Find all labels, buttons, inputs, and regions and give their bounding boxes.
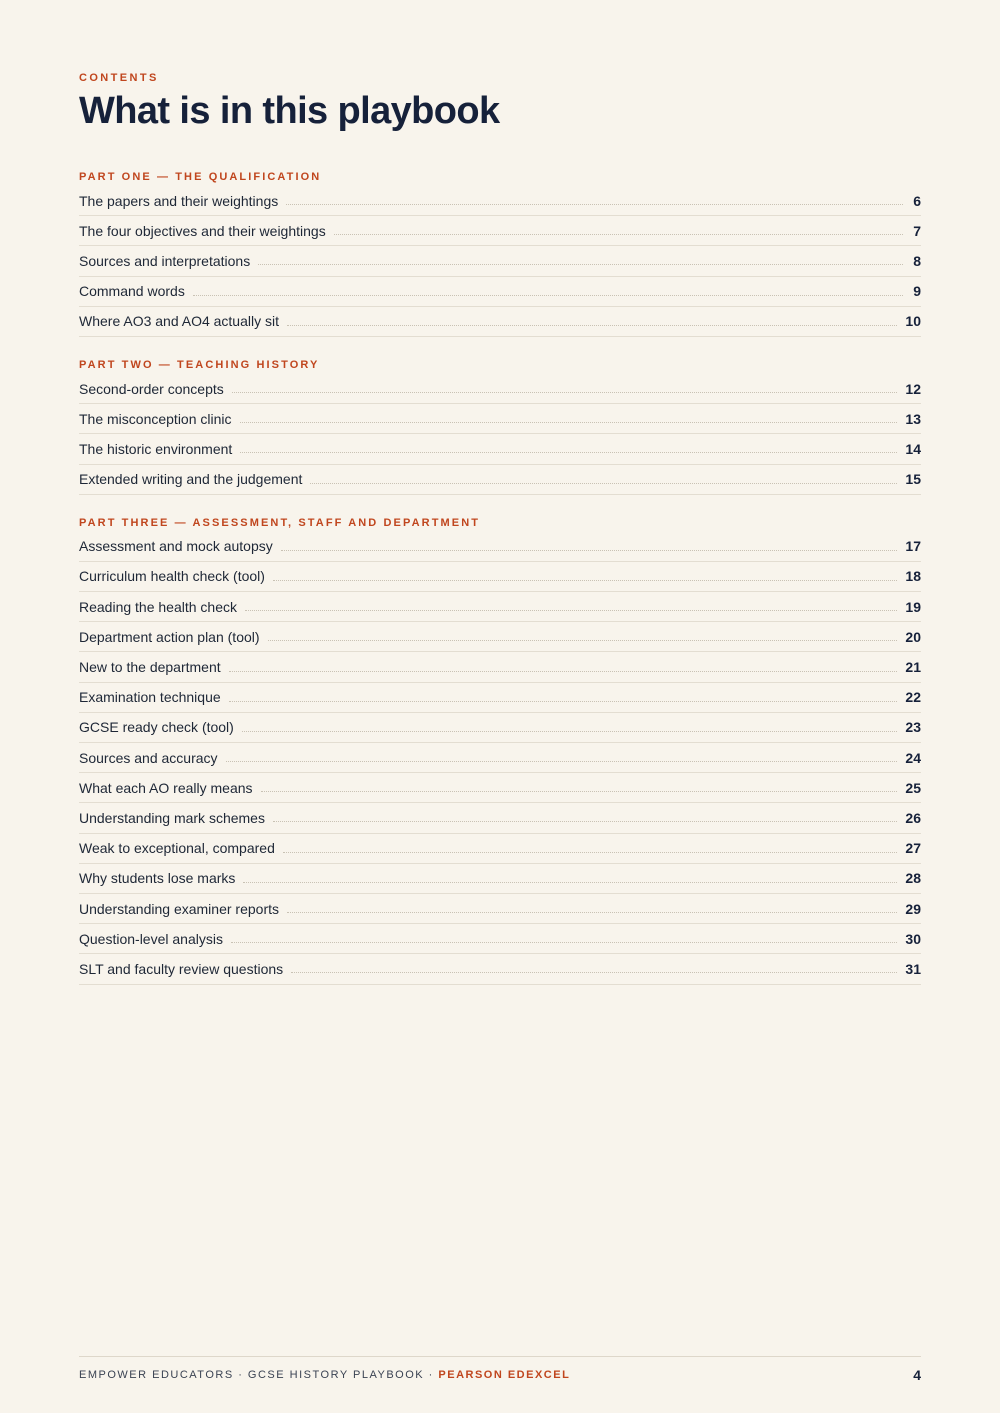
toc-entry-page-number: 28 [905, 870, 921, 887]
dot-leader [287, 912, 897, 913]
toc-entry-title: Extended writing and the judgement [79, 471, 303, 488]
toc-entry[interactable] [79, 652, 921, 682]
dot-leader [245, 610, 897, 611]
toc-entry[interactable] [79, 894, 921, 924]
page-footer [79, 1356, 921, 1383]
dot-leader [287, 325, 897, 326]
toc-entry[interactable] [79, 246, 921, 276]
toc-entry[interactable] [79, 743, 921, 773]
toc-entry-title: Sources and interpretations [79, 252, 251, 269]
toc-entry-page-number: 24 [905, 749, 921, 766]
toc-entry[interactable] [79, 834, 921, 864]
toc-entry-page-number: 20 [905, 628, 921, 645]
dot-leader [240, 452, 897, 453]
toc-entry[interactable] [79, 465, 921, 495]
toc-entry-title: Command words [79, 283, 185, 300]
toc-entry-title: The papers and their weightings [79, 192, 279, 209]
dot-leader [240, 422, 898, 423]
table-of-contents [79, 169, 921, 1005]
dot-leader [193, 295, 903, 296]
toc-entry[interactable] [79, 713, 921, 743]
dot-leader [229, 701, 898, 702]
dot-leader [310, 483, 897, 484]
contents-page [79, 0, 921, 1413]
dot-leader [268, 640, 898, 641]
toc-entry-page-number: 14 [905, 440, 921, 457]
toc-entry[interactable] [79, 216, 921, 246]
toc-entry-page-number: 6 [913, 192, 921, 209]
dot-leader [258, 264, 903, 265]
toc-entry-page-number: 7 [913, 222, 921, 239]
toc-entry-title: Understanding examiner reports [79, 900, 279, 917]
toc-entry-page-number: 31 [905, 960, 921, 977]
toc-entry-title: Question-level analysis [79, 930, 223, 947]
toc-entry[interactable] [79, 434, 921, 464]
dot-leader [231, 942, 897, 943]
toc-entry-title: Sources and accuracy [79, 749, 218, 766]
toc-part-section [79, 169, 921, 337]
toc-entry[interactable] [79, 864, 921, 894]
toc-entry[interactable] [79, 803, 921, 833]
toc-entry[interactable] [79, 404, 921, 434]
toc-entry-title: New to the department [79, 659, 221, 676]
toc-entry[interactable] [79, 683, 921, 713]
part-heading: PART TWO — TEACHING HISTORY [79, 358, 320, 371]
toc-entry-page-number: 12 [905, 380, 921, 397]
toc-entry-page-number: 9 [913, 283, 921, 300]
toc-entry[interactable] [79, 592, 921, 622]
dot-leader [226, 761, 898, 762]
page-title: What is in this playbook [79, 90, 500, 132]
toc-entry-page-number: 10 [905, 313, 921, 330]
toc-entry-page-number: 8 [913, 252, 921, 269]
footer-page-number: 4 [913, 1367, 921, 1383]
dot-leader [261, 791, 898, 792]
toc-entry-title: What each AO really means [79, 779, 253, 796]
footer-series-text: EMPOWER EDUCATORS · GCSE HISTORY PLAYBOOK · [79, 1369, 439, 1381]
toc-entry-page-number: 22 [905, 689, 921, 706]
toc-entry-title: Curriculum health check (tool) [79, 568, 265, 585]
toc-entry[interactable] [79, 954, 921, 984]
toc-entry-title: The four objectives and their weightings [79, 222, 326, 239]
toc-part-section [79, 515, 921, 985]
toc-entry-page-number: 19 [905, 598, 921, 615]
toc-entry-page-number: 15 [905, 471, 921, 488]
toc-entry[interactable] [79, 924, 921, 954]
dot-leader [283, 852, 898, 853]
toc-entry-title: The misconception clinic [79, 410, 232, 427]
toc-entry-title: Department action plan (tool) [79, 628, 260, 645]
toc-entry[interactable] [79, 562, 921, 592]
dot-leader [291, 972, 897, 973]
toc-entry-title: Second-order concepts [79, 380, 224, 397]
toc-entry-page-number: 13 [905, 410, 921, 427]
dot-leader [286, 204, 903, 205]
contents-eyebrow: CONTENTS [79, 72, 159, 84]
dot-leader [273, 580, 897, 581]
dot-leader [273, 821, 897, 822]
toc-entry-title: Weak to exceptional, compared [79, 840, 275, 857]
toc-entry-title: SLT and faculty review questions [79, 960, 284, 977]
toc-entry-page-number: 27 [905, 840, 921, 857]
toc-entry[interactable] [79, 307, 921, 337]
toc-entry-title: Assessment and mock autopsy [79, 538, 273, 555]
toc-entry[interactable] [79, 622, 921, 652]
dot-leader [232, 392, 898, 393]
footer-board-text: PEARSON EDEXCEL [438, 1369, 571, 1381]
toc-entry[interactable] [79, 374, 921, 404]
toc-entry-page-number: 17 [905, 538, 921, 555]
dot-leader [242, 731, 898, 732]
toc-entry[interactable] [79, 773, 921, 803]
toc-entry-title: Understanding mark schemes [79, 809, 265, 826]
toc-entry-page-number: 26 [905, 809, 921, 826]
toc-entry-title: Where AO3 and AO4 actually sit [79, 313, 279, 330]
footer-publication [79, 1369, 570, 1381]
toc-entry-page-number: 18 [905, 568, 921, 585]
toc-entry-title: Examination technique [79, 689, 221, 706]
toc-entry-title: Reading the health check [79, 598, 237, 615]
toc-entry-title: GCSE ready check (tool) [79, 719, 234, 736]
dot-leader [334, 234, 903, 235]
dot-leader [229, 671, 898, 672]
part-heading: PART ONE — THE QUALIFICATION [79, 171, 322, 183]
toc-entry-page-number: 21 [905, 659, 921, 676]
toc-part-section [79, 357, 921, 495]
dot-leader [243, 882, 897, 883]
part-heading: PART THREE — ASSESSMENT, STAFF AND DEPARTMENT [79, 516, 481, 529]
dot-leader [281, 550, 898, 551]
toc-entry-page-number: 29 [905, 900, 921, 917]
toc-entry[interactable] [79, 532, 921, 562]
toc-entry-title: Why students lose marks [79, 870, 236, 887]
toc-entry[interactable] [79, 277, 921, 307]
toc-entry-page-number: 23 [905, 719, 921, 736]
toc-entry[interactable] [79, 186, 921, 216]
toc-entry-page-number: 30 [905, 930, 921, 947]
toc-entry-title: The historic environment [79, 440, 233, 457]
toc-entry-page-number: 25 [905, 779, 921, 796]
